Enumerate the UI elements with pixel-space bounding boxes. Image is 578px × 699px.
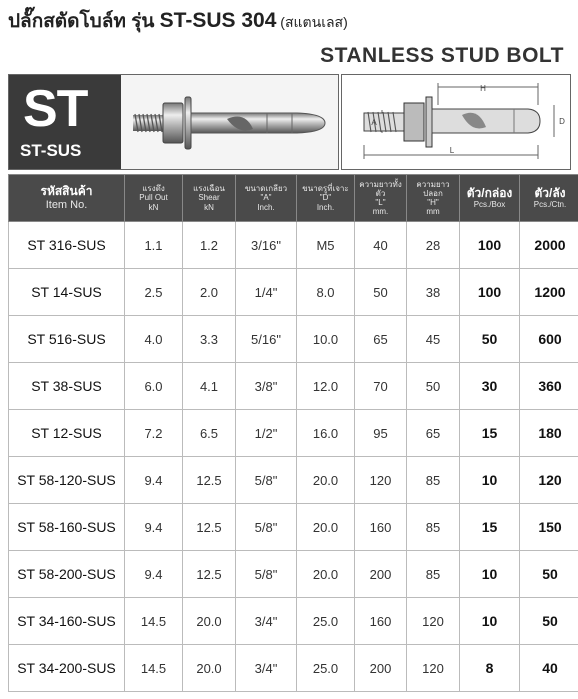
table-row: [9, 410, 578, 457]
cell-thread-size: 3/8": [236, 363, 297, 410]
cell-sleeve-length: 120: [407, 598, 460, 645]
cell-item-no: ST 316-SUS: [9, 222, 125, 269]
cell-sleeve-length: 38: [407, 269, 460, 316]
cell-item-no: ST 38-SUS: [9, 363, 125, 410]
header-item-no: รหัสสินค้า Item No.: [9, 175, 125, 222]
header-pcs-carton: ตัว/ลัง Pcs./Ctn.: [520, 175, 578, 222]
cell-item-no: ST 516-SUS: [9, 316, 125, 363]
dimension-l-label: L: [449, 146, 455, 155]
cell-pull-out: 9.4: [125, 551, 183, 598]
cell-pull-out: 4.0: [125, 316, 183, 363]
cell-sleeve-length: 120: [407, 645, 460, 692]
table-row: [9, 457, 578, 504]
cell-pcs-box: 10: [460, 457, 520, 504]
cell-hole-size: 25.0: [297, 598, 355, 645]
cell-pull-out: 9.4: [125, 457, 183, 504]
cell-item-no: ST 34-160-SUS: [9, 598, 125, 645]
specification-table: [8, 174, 578, 692]
cell-thread-size: 5/8": [236, 504, 297, 551]
cell-sleeve-length: 50: [407, 363, 460, 410]
table-row: [9, 222, 578, 269]
cell-shear: 12.5: [183, 551, 236, 598]
title-suffix: (สแตนเลส): [276, 14, 348, 30]
stud-bolt-photo-icon: [127, 89, 332, 159]
cell-pull-out: 14.5: [125, 598, 183, 645]
cell-pcs-box: 8: [460, 645, 520, 692]
cell-item-no: ST 34-200-SUS: [9, 645, 125, 692]
table-row: [9, 316, 578, 363]
cell-pcs-carton: 40: [520, 645, 578, 692]
cell-pull-out: 14.5: [125, 645, 183, 692]
cell-pcs-carton: 2000: [520, 222, 578, 269]
table-row: [9, 598, 578, 645]
cell-shear: 20.0: [183, 645, 236, 692]
cell-pcs-carton: 150: [520, 504, 578, 551]
header-sleeve-length: ความยาวปลอก "H" mm: [407, 175, 460, 222]
cell-total-length: 200: [355, 645, 407, 692]
cell-pcs-carton: 120: [520, 457, 578, 504]
cell-pcs-carton: 1200: [520, 269, 578, 316]
header-hole-size: ขนาดรูที่เจาะ "D" Inch.: [297, 175, 355, 222]
page-title-thai: [8, 6, 348, 36]
cell-sleeve-length: 85: [407, 551, 460, 598]
cell-thread-size: 1/4": [236, 269, 297, 316]
dimension-a-label: A: [371, 118, 377, 127]
cell-thread-size: 3/16": [236, 222, 297, 269]
cell-pull-out: 2.5: [125, 269, 183, 316]
cell-pcs-box: 15: [460, 410, 520, 457]
dimension-h-label: H: [480, 84, 486, 93]
cell-total-length: 160: [355, 504, 407, 551]
table-row: [9, 363, 578, 410]
cell-total-length: 200: [355, 551, 407, 598]
cell-hole-size: 20.0: [297, 457, 355, 504]
cell-pcs-box: 100: [460, 222, 520, 269]
cell-hole-size: 10.0: [297, 316, 355, 363]
cell-shear: 4.1: [183, 363, 236, 410]
cell-pcs-carton: 180: [520, 410, 578, 457]
cell-item-no: ST 12-SUS: [9, 410, 125, 457]
title-prefix: ปลั๊กสตัดโบล์ท รุ่น: [8, 11, 160, 32]
cell-total-length: 50: [355, 269, 407, 316]
cell-shear: 1.2: [183, 222, 236, 269]
cell-sleeve-length: 85: [407, 457, 460, 504]
cell-pull-out: 7.2: [125, 410, 183, 457]
cell-total-length: 120: [355, 457, 407, 504]
header-pull-out: แรงดึง Pull Out kN: [125, 175, 183, 222]
cell-hole-size: 8.0: [297, 269, 355, 316]
cell-item-no: ST 58-200-SUS: [9, 551, 125, 598]
header-shear: แรงเฉือน Shear kN: [183, 175, 236, 222]
dimension-diagram-icon: [342, 75, 570, 169]
page-title-english: STANLESS STUD BOLT: [320, 44, 564, 67]
cell-pcs-carton: 360: [520, 363, 578, 410]
table-header-row: [9, 175, 578, 222]
cell-pcs-carton: 50: [520, 598, 578, 645]
cell-hole-size: 12.0: [297, 363, 355, 410]
cell-hole-size: 25.0: [297, 645, 355, 692]
cell-shear: 12.5: [183, 504, 236, 551]
cell-hole-size: 20.0: [297, 551, 355, 598]
cell-pcs-carton: 50: [520, 551, 578, 598]
cell-item-no: ST 58-160-SUS: [9, 504, 125, 551]
product-code-block: [9, 75, 121, 169]
product-code-small: ST-SUS: [20, 141, 82, 160]
cell-sleeve-length: 28: [407, 222, 460, 269]
title-model: ST-SUS 304: [159, 9, 277, 32]
cell-shear: 6.5: [183, 410, 236, 457]
product-code-large: ST: [23, 80, 88, 138]
table-row: [9, 551, 578, 598]
cell-pull-out: 9.4: [125, 504, 183, 551]
cell-pull-out: 1.1: [125, 222, 183, 269]
cell-thread-size: 3/4": [236, 645, 297, 692]
cell-shear: 20.0: [183, 598, 236, 645]
cell-thread-size: 1/2": [236, 410, 297, 457]
cell-shear: 12.5: [183, 457, 236, 504]
cell-pcs-box: 10: [460, 551, 520, 598]
cell-hole-size: M5: [297, 222, 355, 269]
header-pcs-box: ตัว/กล่อง Pcs./Box: [460, 175, 520, 222]
cell-total-length: 40: [355, 222, 407, 269]
cell-pcs-box: 50: [460, 316, 520, 363]
table-row: [9, 645, 578, 692]
cell-sleeve-length: 85: [407, 504, 460, 551]
cell-thread-size: 5/8": [236, 457, 297, 504]
cell-total-length: 95: [355, 410, 407, 457]
table-row: [9, 269, 578, 316]
product-banner: [8, 74, 339, 170]
cell-hole-size: 20.0: [297, 504, 355, 551]
cell-pcs-carton: 600: [520, 316, 578, 363]
cell-shear: 3.3: [183, 316, 236, 363]
cell-total-length: 160: [355, 598, 407, 645]
cell-item-no: ST 14-SUS: [9, 269, 125, 316]
cell-pull-out: 6.0: [125, 363, 183, 410]
cell-thread-size: 5/8": [236, 551, 297, 598]
header-thread-size: ขนาดเกลียว "A" Inch.: [236, 175, 297, 222]
table-row: [9, 504, 578, 551]
cell-sleeve-length: 45: [407, 316, 460, 363]
cell-pcs-box: 100: [460, 269, 520, 316]
cell-total-length: 65: [355, 316, 407, 363]
cell-sleeve-length: 65: [407, 410, 460, 457]
cell-pcs-box: 10: [460, 598, 520, 645]
dimension-d-label: D: [559, 117, 565, 126]
cell-shear: 2.0: [183, 269, 236, 316]
cell-pcs-box: 15: [460, 504, 520, 551]
cell-total-length: 70: [355, 363, 407, 410]
cell-hole-size: 16.0: [297, 410, 355, 457]
cell-thread-size: 5/16": [236, 316, 297, 363]
cell-pcs-box: 30: [460, 363, 520, 410]
header-total-length: ความยาวทั้งตัว "L" mm.: [355, 175, 407, 222]
cell-item-no: ST 58-120-SUS: [9, 457, 125, 504]
cell-thread-size: 3/4": [236, 598, 297, 645]
dimension-diagram: [341, 74, 571, 170]
